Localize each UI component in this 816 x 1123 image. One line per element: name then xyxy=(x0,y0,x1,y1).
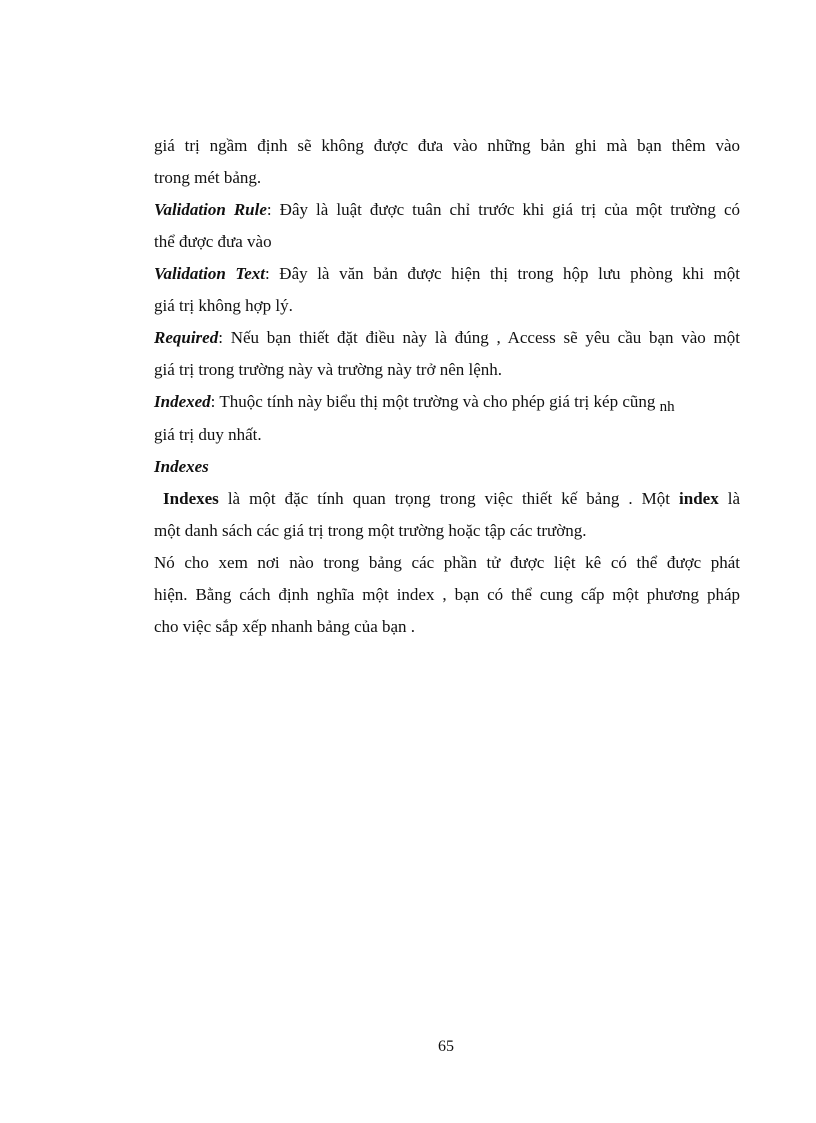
indexed-line-2: giá trị duy nhất. xyxy=(154,425,262,444)
indexes-detail-line-1: Nó cho xem nơi nào trong bảng các phần tử được liệt kê có thể được phát xyxy=(154,553,740,572)
default-value-line-1: giá trị ngầm định sẽ không được đưa vào những bản ghi mà bạn thêm vào xyxy=(154,136,740,155)
index-bold-word: index xyxy=(679,489,719,508)
indexes-intro-text-1: là một đặc tính quan trọng trong việc thiết kế bảng . Một xyxy=(218,489,680,508)
indexes-intro-line-1 xyxy=(154,483,740,515)
validation-rule-term: Validation Rule xyxy=(154,200,267,219)
indexed-text: : Thuộc tính này biểu thị một trường và cho phép giá trị kép cũng xyxy=(210,392,660,411)
validation-text-text: : Đây là văn bản được hiện thị trong hộp lưu phòng khi một xyxy=(264,264,740,283)
indexes-intro-text-2: là xyxy=(718,489,741,508)
validation-text-line-1 xyxy=(154,258,740,290)
page-number: 65 xyxy=(438,1038,454,1055)
validation-rule-text: : Đây là luật được tuân chỉ trước khi giá trị của một trường có xyxy=(266,200,740,219)
validation-text-term: Validation Text xyxy=(154,264,265,283)
validation-rule-line-2: thể được đưa vào xyxy=(154,232,272,251)
indexed-term: Indexed xyxy=(154,392,211,411)
indexes-detail-line-2: hiện. Bằng cách định nghĩa một index , bạn có thể cung cấp một phương pháp xyxy=(154,585,740,604)
indexes-heading: Indexes xyxy=(154,457,209,476)
indexes-intro-line-2: một danh sách các giá trị trong một trường hoặc tập các trường. xyxy=(154,521,587,540)
required-term: Required xyxy=(154,328,219,347)
validation-text-line-2: giá trị không hợp lý. xyxy=(154,296,293,315)
required-text: : Nếu bạn thiết đặt điều này là đúng , Access sẽ yêu cầu bạn vào một xyxy=(218,328,740,347)
indexed-line-1 xyxy=(154,386,740,419)
page-body xyxy=(154,130,740,643)
required-line-1 xyxy=(154,322,740,354)
validation-rule-line-1 xyxy=(154,194,740,226)
indexes-detail-line-3: cho việc sắp xếp nhanh bảng của bạn . xyxy=(154,617,416,636)
default-value-line-2: trong mét bảng. xyxy=(154,168,262,187)
indexes-bold-word: Indexes xyxy=(163,489,219,508)
required-line-2: giá trị trong trường này và trường này trở nên lệnh. xyxy=(154,360,503,379)
indexed-text-tail: nh xyxy=(659,399,675,415)
